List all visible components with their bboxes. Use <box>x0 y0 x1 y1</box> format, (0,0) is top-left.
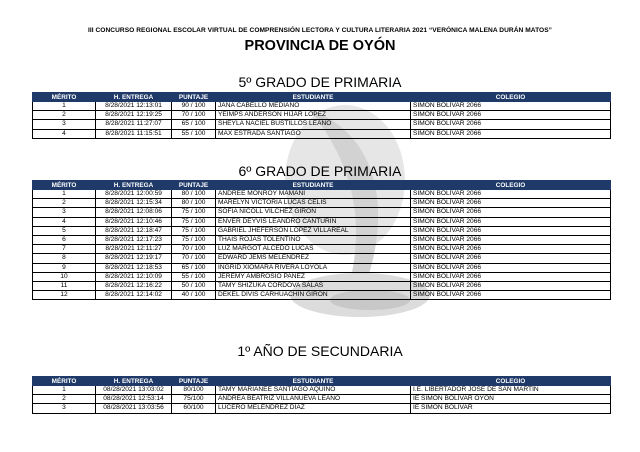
cell-estudiante: EDWARD JEMS MELENDREZ <box>216 254 411 263</box>
cell-colegio: SIMÓN BOLÍVAR 2066 <box>411 254 611 263</box>
cell-estudiante: DEKEL DIVIS CARHUACHIN GIRÓN <box>216 291 411 300</box>
cell-colegio: SIMÓN BOLÍVAR 2066 <box>411 263 611 272</box>
cell-entrega: 8/28/2021 12:11:27 <box>96 245 172 254</box>
table-row <box>33 254 611 263</box>
cell-merito: 8 <box>33 254 96 263</box>
cell-entrega: 8/28/2021 12:18:47 <box>96 226 172 235</box>
cell-entrega: 8/28/2021 11:15:51 <box>96 129 172 138</box>
cell-colegio: SIMÓN BOLÍVAR 2066 <box>411 272 611 281</box>
cell-entrega: 8/28/2021 12:19:17 <box>96 254 172 263</box>
col-puntaje: PUNTAJE <box>172 93 216 102</box>
cell-colegio: SIMÓN BOLÍVAR 2066 <box>411 102 611 111</box>
cell-entrega: 8/28/2021 12:10:09 <box>96 272 172 281</box>
cell-estudiante: YEIMPS ANDERSON HIJAR LOPEZ <box>216 111 411 120</box>
col-colegio: COLEGIO <box>411 181 611 190</box>
results-table-5-primaria <box>32 92 611 139</box>
col-colegio: COLEGIO <box>411 377 611 386</box>
cell-colegio: SIMÓN BOLÍVAR 2066 <box>411 111 611 120</box>
cell-puntaje: 90 / 100 <box>172 102 216 111</box>
table-row <box>33 190 611 199</box>
cell-colegio: SIMÓN BOLÍVAR 2066 <box>411 208 611 217</box>
cell-estudiante: JEREMY AMBROSIO PANEZ <box>216 272 411 281</box>
cell-puntaje: 75/100 <box>172 395 216 404</box>
cell-estudiante: INGRID XIOMARA RIVERA LOYOLA <box>216 263 411 272</box>
cell-puntaje: 75 / 100 <box>172 217 216 226</box>
cell-entrega: 8/28/2021 11:27:07 <box>96 120 172 129</box>
cell-entrega: 08/28/2021 13:03:02 <box>96 386 172 395</box>
section-title-1-secundaria: 1º AÑO DE SECUNDARIA <box>237 343 403 359</box>
cell-entrega: 8/28/2021 12:14:02 <box>96 291 172 300</box>
table-row <box>33 395 611 404</box>
cell-puntaje: 65 / 100 <box>172 263 216 272</box>
cell-puntaje: 55 / 100 <box>172 272 216 281</box>
cell-colegio: SIMÓN BOLÍVAR 2066 <box>411 129 611 138</box>
cell-puntaje: 40 / 100 <box>172 291 216 300</box>
col-colegio: COLEGIO <box>411 93 611 102</box>
cell-entrega: 8/28/2021 12:08:06 <box>96 208 172 217</box>
cell-estudiante: ANDREE MONROY MAMANI <box>216 190 411 199</box>
table-row <box>33 102 611 111</box>
table-header-row <box>33 377 611 386</box>
cell-puntaje: 80/100 <box>172 386 216 395</box>
col-entrega: H. ENTREGA <box>96 181 172 190</box>
cell-entrega: 8/28/2021 12:18:53 <box>96 263 172 272</box>
cell-merito: 11 <box>33 281 96 290</box>
cell-merito: 1 <box>33 102 96 111</box>
cell-merito: 3 <box>33 208 96 217</box>
cell-colegio: IE SIMÓN BOLÍVAR <box>411 404 611 413</box>
cell-estudiante: MARELYN VICTORIA LUCAS CELIS <box>216 199 411 208</box>
cell-entrega: 08/28/2021 13:03:56 <box>96 404 172 413</box>
cell-merito: 4 <box>33 129 96 138</box>
table-header-row <box>33 181 611 190</box>
cell-puntaje: 70 / 100 <box>172 111 216 120</box>
table-row <box>33 199 611 208</box>
col-merito: MÉRITO <box>33 377 96 386</box>
cell-entrega: 08/28/2021 12:53:14 <box>96 395 172 404</box>
cell-entrega: 8/28/2021 12:13:01 <box>96 102 172 111</box>
cell-merito: 3 <box>33 120 96 129</box>
cell-puntaje: 75 / 100 <box>172 226 216 235</box>
table-row <box>33 226 611 235</box>
cell-entrega: 8/28/2021 12:19:25 <box>96 111 172 120</box>
cell-colegio: SIMÓN BOLÍVAR 2066 <box>411 190 611 199</box>
results-table-1-secundaria <box>32 376 611 414</box>
col-puntaje: PUNTAJE <box>172 377 216 386</box>
cell-entrega: 8/28/2021 12:15:34 <box>96 199 172 208</box>
cell-merito: 2 <box>33 395 96 404</box>
results-table-6-primaria <box>32 180 611 300</box>
cell-estudiante: ANDREA BEATRIZ VILLANUEVA LEAÑO <box>216 395 411 404</box>
cell-merito: 9 <box>33 263 96 272</box>
cell-puntaje: 65 / 100 <box>172 120 216 129</box>
table-row <box>33 235 611 244</box>
col-entrega: H. ENTREGA <box>96 93 172 102</box>
section-title-5-primaria: 5º GRADO DE PRIMARIA <box>238 74 402 90</box>
cell-entrega: 8/28/2021 12:00:59 <box>96 190 172 199</box>
table-row <box>33 120 611 129</box>
contest-title: III CONCURSO REGIONAL ESCOLAR VIRTUAL DE COMPRENSIÓN LECTORA Y CULTURA LITERARIA 2021 “VERÓNICA MALENA DURÁN MATOS” <box>87 27 553 34</box>
cell-puntaje: 70 / 100 <box>172 254 216 263</box>
col-merito: MÉRITO <box>33 181 96 190</box>
cell-merito: 5 <box>33 226 96 235</box>
cell-colegio: IE SIMÓN BOLÍVAR OYÓN <box>411 395 611 404</box>
cell-estudiante: ENVER DEYVIS LEANDRO CANTURIN <box>216 217 411 226</box>
cell-merito: 6 <box>33 235 96 244</box>
cell-estudiante: THAIS ROJAS TOLENTINO <box>216 235 411 244</box>
table-row <box>33 404 611 413</box>
cell-puntaje: 75 / 100 <box>172 208 216 217</box>
cell-merito: 3 <box>33 404 96 413</box>
cell-merito: 10 <box>33 272 96 281</box>
cell-colegio: SIMÓN BOLÍVAR 2066 <box>411 199 611 208</box>
col-estudiante: ESTUDIANTE <box>216 377 411 386</box>
cell-entrega: 8/28/2021 12:16:22 <box>96 281 172 290</box>
cell-estudiante: GABRIEL JHEFERSON LOPEZ VILLAREAL <box>216 226 411 235</box>
col-merito: MÉRITO <box>33 93 96 102</box>
cell-merito: 4 <box>33 217 96 226</box>
cell-merito: 7 <box>33 245 96 254</box>
col-entrega: H. ENTREGA <box>96 377 172 386</box>
col-estudiante: ESTUDIANTE <box>216 93 411 102</box>
table-header-row <box>33 93 611 102</box>
section-title-6-primaria: 6º GRADO DE PRIMARIA <box>238 163 402 179</box>
cell-estudiante: SHEYLA NACIEL BUSTILLOS LEAÑO <box>216 120 411 129</box>
cell-merito: 1 <box>33 386 96 395</box>
cell-puntaje: 80 / 100 <box>172 199 216 208</box>
cell-merito: 2 <box>33 111 96 120</box>
cell-merito: 1 <box>33 190 96 199</box>
cell-puntaje: 60/100 <box>172 404 216 413</box>
cell-estudiante: LUZ MARGOT ALCEDO LUCAS <box>216 245 411 254</box>
table-row <box>33 217 611 226</box>
cell-colegio: SIMÓN BOLÍVAR 2066 <box>411 217 611 226</box>
table-row <box>33 272 611 281</box>
cell-estudiante: JANA CABELLO MEDIANO <box>216 102 411 111</box>
cell-estudiante: SOFIA NICOLL VILCHEZ GIRÓN <box>216 208 411 217</box>
province-title: PROVINCIA DE OYÓN <box>244 38 396 54</box>
table-row <box>33 281 611 290</box>
table-row <box>33 386 611 395</box>
table-row <box>33 291 611 300</box>
cell-estudiante: MAX ESTRADA SANTIAGO <box>216 129 411 138</box>
cell-estudiante: LUCERO MELÉNDREZ DÍAZ <box>216 404 411 413</box>
table-row <box>33 129 611 138</box>
cell-estudiante: TAMY SHIZUKA CORDOVA SALAS <box>216 281 411 290</box>
cell-colegio: SIMÓN BOLÍVAR 2066 <box>411 235 611 244</box>
cell-puntaje: 80 / 100 <box>172 190 216 199</box>
cell-colegio: SIMÓN BOLÍVAR 2066 <box>411 281 611 290</box>
col-estudiante: ESTUDIANTE <box>216 181 411 190</box>
cell-colegio: I.E. LIBERTADOR JOSE DE SAN MARTÍN <box>411 386 611 395</box>
cell-entrega: 8/28/2021 12:17:23 <box>96 235 172 244</box>
cell-colegio: SIMÓN BOLÍVAR 2066 <box>411 245 611 254</box>
col-puntaje: PUNTAJE <box>172 181 216 190</box>
cell-colegio: SIMÓN BOLÍVAR 2066 <box>411 291 611 300</box>
cell-estudiante: TAMY MARIANEE SANTIAGO AQUINO <box>216 386 411 395</box>
cell-colegio: SIMÓN BOLÍVAR 2066 <box>411 226 611 235</box>
cell-entrega: 8/28/2021 12:10:46 <box>96 217 172 226</box>
cell-merito: 12 <box>33 291 96 300</box>
cell-colegio: SIMÓN BOLÍVAR 2066 <box>411 120 611 129</box>
cell-merito: 2 <box>33 199 96 208</box>
cell-puntaje: 75 / 100 <box>172 235 216 244</box>
cell-puntaje: 70 / 100 <box>172 245 216 254</box>
cell-puntaje: 50 / 100 <box>172 281 216 290</box>
table-row <box>33 208 611 217</box>
cell-puntaje: 55 / 100 <box>172 129 216 138</box>
table-row <box>33 111 611 120</box>
table-row <box>33 263 611 272</box>
table-row <box>33 245 611 254</box>
